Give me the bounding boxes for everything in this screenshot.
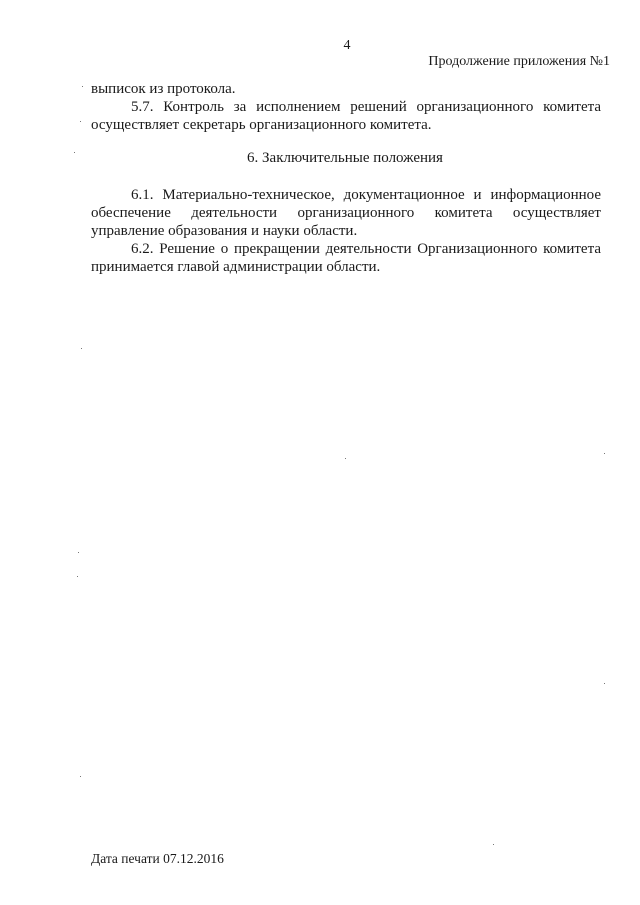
- scan-speck: [493, 844, 494, 845]
- item-6-1-line-1: 6.1. Материально-техническое, документационное и информационное: [131, 187, 601, 203]
- item-6-1-line-2: обеспечение деятельности организационного комитета осуществляет: [91, 205, 601, 221]
- scan-speck: [82, 86, 83, 87]
- carryover-paragraph: [91, 80, 601, 98]
- scan-speck: [77, 576, 78, 577]
- scan-speck: [604, 683, 605, 684]
- continuation-note: Продолжение приложения №1: [428, 54, 610, 69]
- scan-speck: [78, 552, 79, 553]
- item-6-2-line-2: принимается главой администрации области.: [91, 259, 381, 275]
- section-5-text: [91, 80, 601, 134]
- scan-speck: [80, 776, 81, 777]
- scan-speck: [74, 152, 75, 153]
- scan-speck: [81, 348, 82, 349]
- scan-speck: [80, 121, 81, 122]
- print-date-footer: Дата печати 07.12.2016: [91, 851, 224, 866]
- scan-speck: [345, 458, 346, 459]
- scan-speck: [604, 453, 605, 454]
- section-6-title: 6. Заключительные положения: [247, 150, 443, 166]
- page-number: 4: [343, 38, 351, 53]
- item-5-7-line-2: осуществляет секретарь организационного комитета.: [91, 117, 432, 133]
- carryover-line: выписок из протокола.: [91, 81, 236, 97]
- item-6-2-line-1: 6.2. Решение о прекращении деятельности Организационного комитета: [131, 241, 601, 257]
- item-5-7-line-1: 5.7. Контроль за исполнением решений организационного комитета: [131, 99, 601, 115]
- item-6-2-paragraph: [91, 240, 601, 276]
- item-6-1-paragraph: [91, 186, 601, 240]
- item-6-1-line-3: управление образования и науки области.: [91, 223, 358, 239]
- item-5-7-paragraph: [91, 98, 601, 134]
- section-6-text: [91, 186, 601, 276]
